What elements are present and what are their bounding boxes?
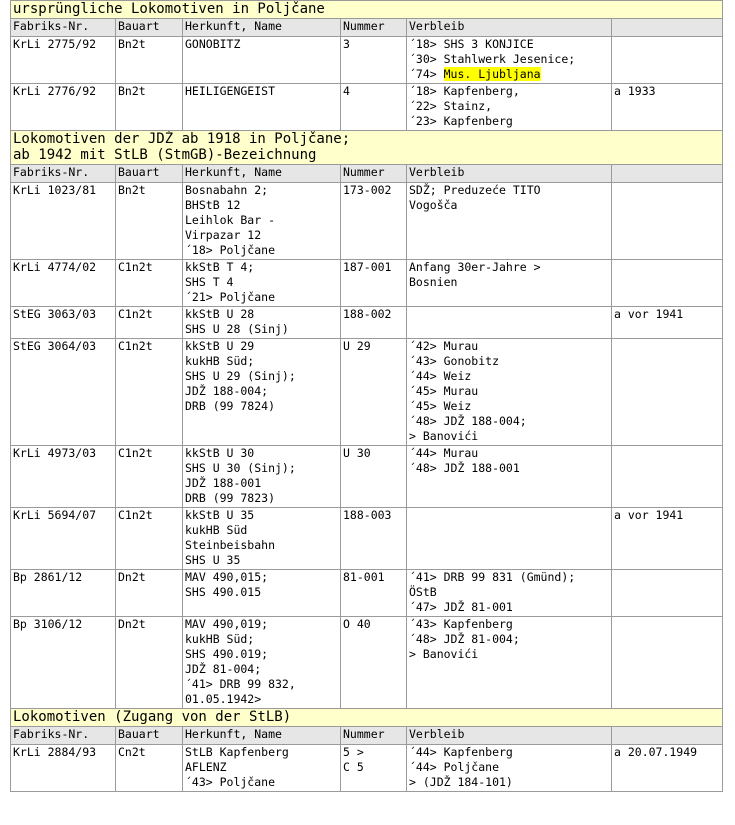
cell-herkunft: HEILIGENGEIST: [183, 84, 341, 131]
cell-verbleib: [407, 307, 612, 339]
section-row-stlb: [11, 709, 723, 727]
cell-verbleib: ´41> DRB 99 831 (Gmünd); ÖStB ´47> JDŽ 81-001: [407, 570, 612, 617]
cell-nummer: 188-002: [341, 307, 407, 339]
header-fabriks-nr: Fabriks-Nr.: [11, 727, 116, 745]
section-title: Lokomotiven der JDŽ ab 1918 in Poljčane; ab 1942 mit StLB (StmGB)-Bezeichnung: [11, 131, 723, 165]
cell-bauart: C1n2t: [116, 446, 183, 508]
cell-nummer: 5 > C 5: [341, 745, 407, 792]
header-herkunft: Herkunft, Name: [183, 19, 341, 37]
cell-bauart: C1n2t: [116, 339, 183, 446]
cell-herkunft: GONOBITZ: [183, 37, 341, 84]
cell-fabriks-nr: KrLi 4774/02: [11, 260, 116, 307]
cell-herkunft: kkStB U 28 SHS U 28 (Sinj): [183, 307, 341, 339]
locomotive-table: [10, 0, 723, 792]
cell-herkunft: kkStB T 4; SHS T 4 ´21> Poljčane: [183, 260, 341, 307]
table-row: [11, 307, 723, 339]
highlighted-museum: Mus. Ljubljana: [443, 67, 541, 81]
cell-nummer: 188-003: [341, 508, 407, 570]
section-row-original: [11, 1, 723, 19]
cell-nummer: 173-002: [341, 183, 407, 260]
cell-bauart: C1n2t: [116, 307, 183, 339]
table-row: [11, 617, 723, 709]
header-extra: [612, 165, 723, 183]
cell-verbleib: ´42> Murau ´43> Gonobitz ´44> Weiz ´45> Murau ´45> Weiz ´48> JDŽ 188-004; > Banovići: [407, 339, 612, 446]
cell-extra: [612, 339, 723, 446]
cell-fabriks-nr: KrLi 2776/92: [11, 84, 116, 131]
cell-extra: a vor 1941: [612, 307, 723, 339]
cell-bauart: Dn2t: [116, 617, 183, 709]
header-nummer: Nummer: [341, 19, 407, 37]
cell-nummer: O 40: [341, 617, 407, 709]
cell-extra: [612, 260, 723, 307]
header-verbleib: Verbleib: [407, 727, 612, 745]
section-row-jdz: [11, 131, 723, 165]
header-herkunft: Herkunft, Name: [183, 727, 341, 745]
cell-herkunft: MAV 490,019; kukHB Süd; SHS 490.019; JDŽ 81-004; ´41> DRB 99 832, 01.05.1942>: [183, 617, 341, 709]
table-row: [11, 37, 723, 84]
cell-verbleib: ´44> Kapfenberg ´44> Poljčane > (JDŽ 184-101): [407, 745, 612, 792]
header-fabriks-nr: Fabriks-Nr.: [11, 19, 116, 37]
header-row: [11, 165, 723, 183]
table-row: [11, 339, 723, 446]
header-nummer: Nummer: [341, 727, 407, 745]
cell-herkunft: kkStB U 30 SHS U 30 (Sinj); JDŽ 188-001 DRB (99 7823): [183, 446, 341, 508]
cell-fabriks-nr: KrLi 4973/03: [11, 446, 116, 508]
cell-herkunft: kkStB U 35 kukHB Süd Steinbeisbahn SHS U 35: [183, 508, 341, 570]
cell-bauart: C1n2t: [116, 260, 183, 307]
cell-fabriks-nr: KrLi 2775/92: [11, 37, 116, 84]
cell-nummer: 4: [341, 84, 407, 131]
header-bauart: Bauart: [116, 165, 183, 183]
cell-fabriks-nr: KrLi 2884/93: [11, 745, 116, 792]
cell-herkunft: kkStB U 29 kukHB Süd; SHS U 29 (Sinj); JDŽ 188-004; DRB (99 7824): [183, 339, 341, 446]
cell-verbleib: ´18> Kapfenberg, ´22> Stainz, ´23> Kapfenberg: [407, 84, 612, 131]
cell-fabriks-nr: Bp 3106/12: [11, 617, 116, 709]
cell-fabriks-nr: KrLi 5694/07: [11, 508, 116, 570]
cell-extra: [612, 183, 723, 260]
header-row: [11, 727, 723, 745]
cell-fabriks-nr: Bp 2861/12: [11, 570, 116, 617]
header-extra: [612, 727, 723, 745]
table-row: [11, 446, 723, 508]
cell-nummer: U 30: [341, 446, 407, 508]
cell-verbleib: ´43> Kapfenberg ´48> JDŽ 81-004; > Banovići: [407, 617, 612, 709]
cell-herkunft: Bosnabahn 2; BHStB 12 Leihlok Bar - Virpazar 12 ´18> Poljčane: [183, 183, 341, 260]
cell-herkunft: StLB Kapfenberg AFLENZ ´43> Poljčane: [183, 745, 341, 792]
cell-nummer: 81-001: [341, 570, 407, 617]
cell-verbleib: SDŽ; Preduzeće TITO Vogošča: [407, 183, 612, 260]
header-row: [11, 19, 723, 37]
cell-fabriks-nr: KrLi 1023/81: [11, 183, 116, 260]
header-fabriks-nr: Fabriks-Nr.: [11, 165, 116, 183]
cell-extra: [612, 37, 723, 84]
table-row: [11, 745, 723, 792]
cell-nummer: 187-001: [341, 260, 407, 307]
cell-herkunft: MAV 490,015; SHS 490.015: [183, 570, 341, 617]
cell-extra: a 1933: [612, 84, 723, 131]
cell-fabriks-nr: StEG 3064/03: [11, 339, 116, 446]
cell-bauart: Bn2t: [116, 84, 183, 131]
cell-verbleib: [407, 508, 612, 570]
table-row: [11, 183, 723, 260]
cell-bauart: Bn2t: [116, 183, 183, 260]
cell-extra: a 20.07.1949: [612, 745, 723, 792]
cell-extra: [612, 617, 723, 709]
cell-verbleib: Anfang 30er-Jahre > Bosnien: [407, 260, 612, 307]
header-herkunft: Herkunft, Name: [183, 165, 341, 183]
table-row: [11, 84, 723, 131]
header-nummer: Nummer: [341, 165, 407, 183]
cell-extra: [612, 446, 723, 508]
header-bauart: Bauart: [116, 727, 183, 745]
cell-nummer: U 29: [341, 339, 407, 446]
header-verbleib: Verbleib: [407, 19, 612, 37]
cell-bauart: Bn2t: [116, 37, 183, 84]
header-verbleib: Verbleib: [407, 165, 612, 183]
cell-extra: a vor 1941: [612, 508, 723, 570]
table-row: [11, 508, 723, 570]
cell-bauart: C1n2t: [116, 508, 183, 570]
cell-bauart: Cn2t: [116, 745, 183, 792]
header-extra: [612, 19, 723, 37]
section-title: ursprüngliche Lokomotiven in Poljčane: [11, 1, 723, 19]
cell-nummer: 3: [341, 37, 407, 84]
section-title: Lokomotiven (Zugang von der StLB): [11, 709, 723, 727]
cell-verbleib: [407, 37, 612, 84]
table-row: [11, 260, 723, 307]
cell-bauart: Dn2t: [116, 570, 183, 617]
locomotive-table-wrapper: [10, 0, 722, 792]
header-bauart: Bauart: [116, 19, 183, 37]
cell-fabriks-nr: StEG 3063/03: [11, 307, 116, 339]
cell-verbleib: ´44> Murau ´48> JDŽ 188-001: [407, 446, 612, 508]
verbleib-text: ´18> SHS 3 KONJICE ´30> Stahlwerk Jesenice; ´74>: [409, 37, 576, 81]
cell-extra: [612, 570, 723, 617]
table-row: [11, 570, 723, 617]
